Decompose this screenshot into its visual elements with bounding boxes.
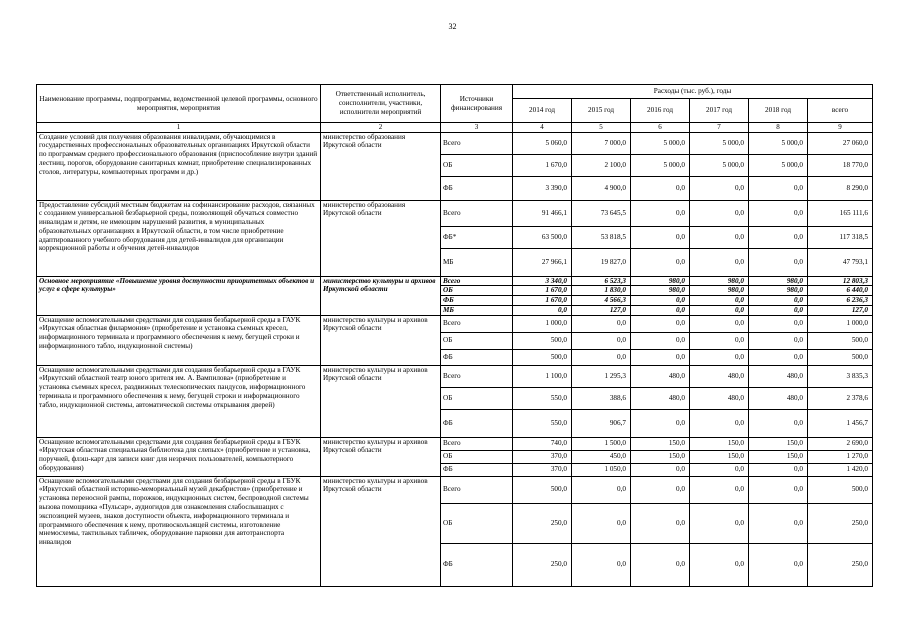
table-row xyxy=(37,315,873,332)
amount-cell: 0,0 xyxy=(631,296,690,306)
amount-cell: 0,0 xyxy=(631,248,690,276)
amount-cell: 0,0 xyxy=(749,200,808,226)
amount-cell: 0,0 xyxy=(690,503,749,543)
amount-cell: 5 000,0 xyxy=(749,132,808,154)
amount-cell: 388,6 xyxy=(572,387,631,409)
amount-cell: 500,0 xyxy=(808,332,873,349)
row-executor: министерство образования Иркутской области xyxy=(321,132,441,200)
amount-cell: 0,0 xyxy=(690,463,749,476)
amount-cell: 480,0 xyxy=(631,387,690,409)
amount-cell: 47 793,1 xyxy=(808,248,873,276)
row-name: Оснащение вспомогательными средствами для создания безбарьерной среды в ГАУК «Иркутский областной театр юного зрителя им. А. Вампилова» (приобретение и установка съемных кресел, раздвижных телескопических пандусов, информационного терминала и программного обеспечения к нему, бегущей строки и информационного табло, индукционной системы, автоматической системы открывания дверей) xyxy=(37,365,321,437)
amount-cell: 0,0 xyxy=(690,349,749,365)
amount-cell: 250,0 xyxy=(808,503,873,543)
amount-cell: 150,0 xyxy=(690,437,749,450)
row-name: Оснащение вспомогательными средствами для создания безбарьерной среды в ГБУК «Иркутская областная специальная библиотека для слепых» (приобретение и установка, поручней, флэш-карт для записи книг для незрячих пользователей, компьютерного оборудования) xyxy=(37,437,321,476)
amount-cell: 12 803,3 xyxy=(808,276,873,286)
table-row xyxy=(37,365,873,387)
funding-source: Всего xyxy=(441,276,513,286)
amount-cell: 2 690,0 xyxy=(808,437,873,450)
amount-cell: 0,0 xyxy=(631,349,690,365)
amount-cell: 0,0 xyxy=(572,476,631,503)
amount-cell: 0,0 xyxy=(631,200,690,226)
table-row xyxy=(37,476,873,503)
amount-cell: 127,0 xyxy=(808,305,873,315)
amount-cell: 1 670,0 xyxy=(513,154,572,176)
row-executor: министерство образования Иркутской области xyxy=(321,200,441,276)
amount-cell: 450,0 xyxy=(572,450,631,463)
header-year: 2016 год xyxy=(631,99,690,123)
amount-cell: 0,0 xyxy=(749,248,808,276)
table-row xyxy=(37,437,873,450)
amount-cell: 0,0 xyxy=(572,349,631,365)
funding-source: ФБ xyxy=(441,296,513,306)
expenses-table xyxy=(36,84,873,587)
amount-cell: 0,0 xyxy=(690,176,749,200)
amount-cell: 1 420,0 xyxy=(808,463,873,476)
header-name: Наименование программы, подпрограммы, ведомственной целевой программы, основного мероприятия, мероприятия xyxy=(37,85,321,123)
column-index: 3 xyxy=(441,123,513,133)
amount-cell: 6 523,3 xyxy=(572,276,631,286)
row-name: Основное мероприятие «Повышение уровня доступности приоритетных объектов и услуг в сфере культуры» xyxy=(37,276,321,315)
table-row xyxy=(37,276,873,286)
amount-cell: 1 050,0 xyxy=(572,463,631,476)
row-executor: министерство культуры и архивов Иркутской области xyxy=(321,276,441,315)
header-year: всего xyxy=(808,99,873,123)
header-expenses: Расходы (тыс. руб.), годы xyxy=(513,85,873,99)
amount-cell: 0,0 xyxy=(749,543,808,586)
amount-cell: 0,0 xyxy=(631,543,690,586)
funding-source: Всего xyxy=(441,132,513,154)
funding-source: Всего xyxy=(441,437,513,450)
column-index: 2 xyxy=(321,123,441,133)
amount-cell: 1 670,0 xyxy=(513,286,572,296)
amount-cell: 500,0 xyxy=(513,476,572,503)
amount-cell: 5 060,0 xyxy=(513,132,572,154)
amount-cell: 4 900,0 xyxy=(572,176,631,200)
amount-cell: 0,0 xyxy=(749,226,808,248)
amount-cell: 500,0 xyxy=(808,476,873,503)
amount-cell: 0,0 xyxy=(749,305,808,315)
amount-cell: 0,0 xyxy=(749,409,808,437)
amount-cell: 53 818,5 xyxy=(572,226,631,248)
amount-cell: 127,0 xyxy=(572,305,631,315)
amount-cell: 165 111,6 xyxy=(808,200,873,226)
header-year: 2014 год xyxy=(513,99,572,123)
amount-cell: 0,0 xyxy=(690,296,749,306)
amount-cell: 0,0 xyxy=(631,463,690,476)
funding-source: МБ xyxy=(441,305,513,315)
funding-source: ОБ xyxy=(441,332,513,349)
amount-cell: 250,0 xyxy=(513,503,572,543)
amount-cell: 0,0 xyxy=(749,476,808,503)
funding-source: ФБ xyxy=(441,409,513,437)
amount-cell: 117 318,5 xyxy=(808,226,873,248)
amount-cell: 27 060,0 xyxy=(808,132,873,154)
header-year: 2015 год xyxy=(572,99,631,123)
amount-cell: 0,0 xyxy=(690,332,749,349)
amount-cell: 5 000,0 xyxy=(690,132,749,154)
amount-cell: 0,0 xyxy=(631,226,690,248)
funding-source: МБ xyxy=(441,248,513,276)
amount-cell: 73 645,5 xyxy=(572,200,631,226)
amount-cell: 500,0 xyxy=(513,332,572,349)
amount-cell: 5 000,0 xyxy=(690,154,749,176)
amount-cell: 150,0 xyxy=(749,437,808,450)
column-index: 4 xyxy=(513,123,572,133)
amount-cell: 0,0 xyxy=(749,315,808,332)
amount-cell: 150,0 xyxy=(631,450,690,463)
amount-cell: 63 500,0 xyxy=(513,226,572,248)
amount-cell: 150,0 xyxy=(631,437,690,450)
amount-cell: 0,0 xyxy=(690,305,749,315)
amount-cell: 980,0 xyxy=(690,286,749,296)
amount-cell: 0,0 xyxy=(572,332,631,349)
amount-cell: 0,0 xyxy=(631,409,690,437)
funding-source: ФБ xyxy=(441,543,513,586)
amount-cell: 1 830,0 xyxy=(572,286,631,296)
amount-cell: 0,0 xyxy=(572,543,631,586)
column-index: 9 xyxy=(808,123,873,133)
table-row xyxy=(37,200,873,226)
amount-cell: 3 390,0 xyxy=(513,176,572,200)
amount-cell: 250,0 xyxy=(513,543,572,586)
amount-cell: 3 340,0 xyxy=(513,276,572,286)
column-index: 1 xyxy=(37,123,321,133)
funding-source: ОБ xyxy=(441,503,513,543)
amount-cell: 0,0 xyxy=(690,409,749,437)
amount-cell: 0,0 xyxy=(690,543,749,586)
amount-cell: 1 456,7 xyxy=(808,409,873,437)
amount-cell: 0,0 xyxy=(749,176,808,200)
row-executor: министерство культуры и архивов Иркутской области xyxy=(321,365,441,437)
header-source: Источники финансирования xyxy=(441,85,513,123)
amount-cell: 1 270,0 xyxy=(808,450,873,463)
header-year: 2017 год xyxy=(690,99,749,123)
amount-cell: 5 000,0 xyxy=(749,154,808,176)
table-row xyxy=(37,132,873,154)
amount-cell: 980,0 xyxy=(631,276,690,286)
header-year: 2018 год xyxy=(749,99,808,123)
amount-cell: 0,0 xyxy=(749,349,808,365)
amount-cell: 0,0 xyxy=(513,305,572,315)
amount-cell: 7 000,0 xyxy=(572,132,631,154)
amount-cell: 980,0 xyxy=(749,276,808,286)
funding-source: ФБ* xyxy=(441,226,513,248)
amount-cell: 980,0 xyxy=(631,286,690,296)
amount-cell: 500,0 xyxy=(513,349,572,365)
funding-source: ОБ xyxy=(441,154,513,176)
amount-cell: 1 000,0 xyxy=(513,315,572,332)
amount-cell: 550,0 xyxy=(513,409,572,437)
amount-cell: 480,0 xyxy=(631,365,690,387)
amount-cell: 0,0 xyxy=(631,176,690,200)
funding-source: ФБ xyxy=(441,349,513,365)
amount-cell: 6 440,0 xyxy=(808,286,873,296)
amount-cell: 6 236,3 xyxy=(808,296,873,306)
amount-cell: 740,0 xyxy=(513,437,572,450)
amount-cell: 500,0 xyxy=(808,349,873,365)
funding-source: ОБ xyxy=(441,450,513,463)
amount-cell: 1 000,0 xyxy=(808,315,873,332)
amount-cell: 980,0 xyxy=(690,276,749,286)
amount-cell: 2 378,6 xyxy=(808,387,873,409)
column-index: 8 xyxy=(749,123,808,133)
amount-cell: 3 835,3 xyxy=(808,365,873,387)
amount-cell: 27 966,1 xyxy=(513,248,572,276)
amount-cell: 8 290,0 xyxy=(808,176,873,200)
funding-source: ФБ xyxy=(441,176,513,200)
amount-cell: 19 827,0 xyxy=(572,248,631,276)
amount-cell: 1 295,3 xyxy=(572,365,631,387)
amount-cell: 0,0 xyxy=(572,315,631,332)
funding-source: Всего xyxy=(441,315,513,332)
amount-cell: 1 670,0 xyxy=(513,296,572,306)
amount-cell: 0,0 xyxy=(690,248,749,276)
funding-source: Всего xyxy=(441,365,513,387)
header-executor: Ответственный исполнитель, соисполнители, участники, исполнители мероприятий xyxy=(321,85,441,123)
column-index: 6 xyxy=(631,123,690,133)
amount-cell: 480,0 xyxy=(690,365,749,387)
funding-source: ОБ xyxy=(441,286,513,296)
amount-cell: 18 770,0 xyxy=(808,154,873,176)
amount-cell: 0,0 xyxy=(749,463,808,476)
amount-cell: 1 500,0 xyxy=(572,437,631,450)
amount-cell: 480,0 xyxy=(749,387,808,409)
funding-source: ФБ xyxy=(441,463,513,476)
amount-cell: 0,0 xyxy=(631,305,690,315)
funding-source: Всего xyxy=(441,200,513,226)
amount-cell: 91 466,1 xyxy=(513,200,572,226)
amount-cell: 0,0 xyxy=(749,332,808,349)
amount-cell: 980,0 xyxy=(749,286,808,296)
amount-cell: 0,0 xyxy=(749,296,808,306)
amount-cell: 370,0 xyxy=(513,450,572,463)
row-name: Оснащение вспомогательными средствами для создания безбарьерной среды в ГБУК «Иркутский областной историко-мемориальный музей декабристов» (приобретение и установка переносной рампы, порожков, индукционных систем, беспроводной системы вызова помощника «Пульсар», аудиогидов для ознакомления слабослышащих с экспозицией музеев, знаков доступности объекта, информационного терминала и программного обеспечения к нему, противоскользящей системы, изготовление мнемосхемы, тактильных табличек, оборудование парковки для автотранспорта инвалидов xyxy=(37,476,321,586)
amount-cell: 4 566,3 xyxy=(572,296,631,306)
amount-cell: 0,0 xyxy=(749,503,808,543)
amount-cell: 0,0 xyxy=(690,200,749,226)
row-name: Предоставление субсидий местным бюджетам на софинансирование расходов, связанных с созданием универсальной безбарьерной среды, позволяющей обучаться совместно инвалидам и детям, не имеющим нарушений развития, в муниципальных образовательных организациях в Иркутской области, в том числе приобретение адаптированного учебного оборудования для детей-инвалидов для организации коррекционной работы и обучения детей-инвалидов xyxy=(37,200,321,276)
row-executor: министерство культуры и архивов Иркутской области xyxy=(321,476,441,586)
funding-source: Всего xyxy=(441,476,513,503)
page-number: 32 xyxy=(448,22,457,31)
amount-cell: 5 000,0 xyxy=(631,132,690,154)
row-executor: министерство культуры и архивов Иркутской области xyxy=(321,315,441,365)
row-name: Оснащение вспомогательными средствами для создания безбарьерной среды в ГАУК «Иркутская областная филармония» (приобретение и установка съемных кресел, информационного терминала и программного обеспечения к нему, бегущей строки и информационного табло, индукционной системы) xyxy=(37,315,321,365)
amount-cell: 0,0 xyxy=(631,476,690,503)
amount-cell: 150,0 xyxy=(690,450,749,463)
amount-cell: 5 000,0 xyxy=(631,154,690,176)
amount-cell: 0,0 xyxy=(572,503,631,543)
amount-cell: 0,0 xyxy=(631,315,690,332)
column-index: 7 xyxy=(690,123,749,133)
amount-cell: 480,0 xyxy=(690,387,749,409)
amount-cell: 250,0 xyxy=(808,543,873,586)
amount-cell: 0,0 xyxy=(690,226,749,248)
amount-cell: 2 100,0 xyxy=(572,154,631,176)
amount-cell: 480,0 xyxy=(749,365,808,387)
amount-cell: 0,0 xyxy=(690,476,749,503)
amount-cell: 1 100,0 xyxy=(513,365,572,387)
amount-cell: 0,0 xyxy=(631,332,690,349)
row-name: Создание условий для получения образования инвалидами, обучающимися в государственных профессиональных образовательных организациях Иркутской области по программам среднего профессионального образования (приспособление внутри зданий лестниц, порогов, оборудование санитарных комнат, приобретение специализированных столов, литературы, компьютерных программ и др.) xyxy=(37,132,321,200)
amount-cell: 0,0 xyxy=(631,503,690,543)
amount-cell: 370,0 xyxy=(513,463,572,476)
amount-cell: 550,0 xyxy=(513,387,572,409)
amount-cell: 0,0 xyxy=(690,315,749,332)
amount-cell: 906,7 xyxy=(572,409,631,437)
amount-cell: 150,0 xyxy=(749,450,808,463)
column-index: 5 xyxy=(572,123,631,133)
row-executor: министерство культуры и архивов Иркутской области xyxy=(321,437,441,476)
funding-source: ОБ xyxy=(441,387,513,409)
